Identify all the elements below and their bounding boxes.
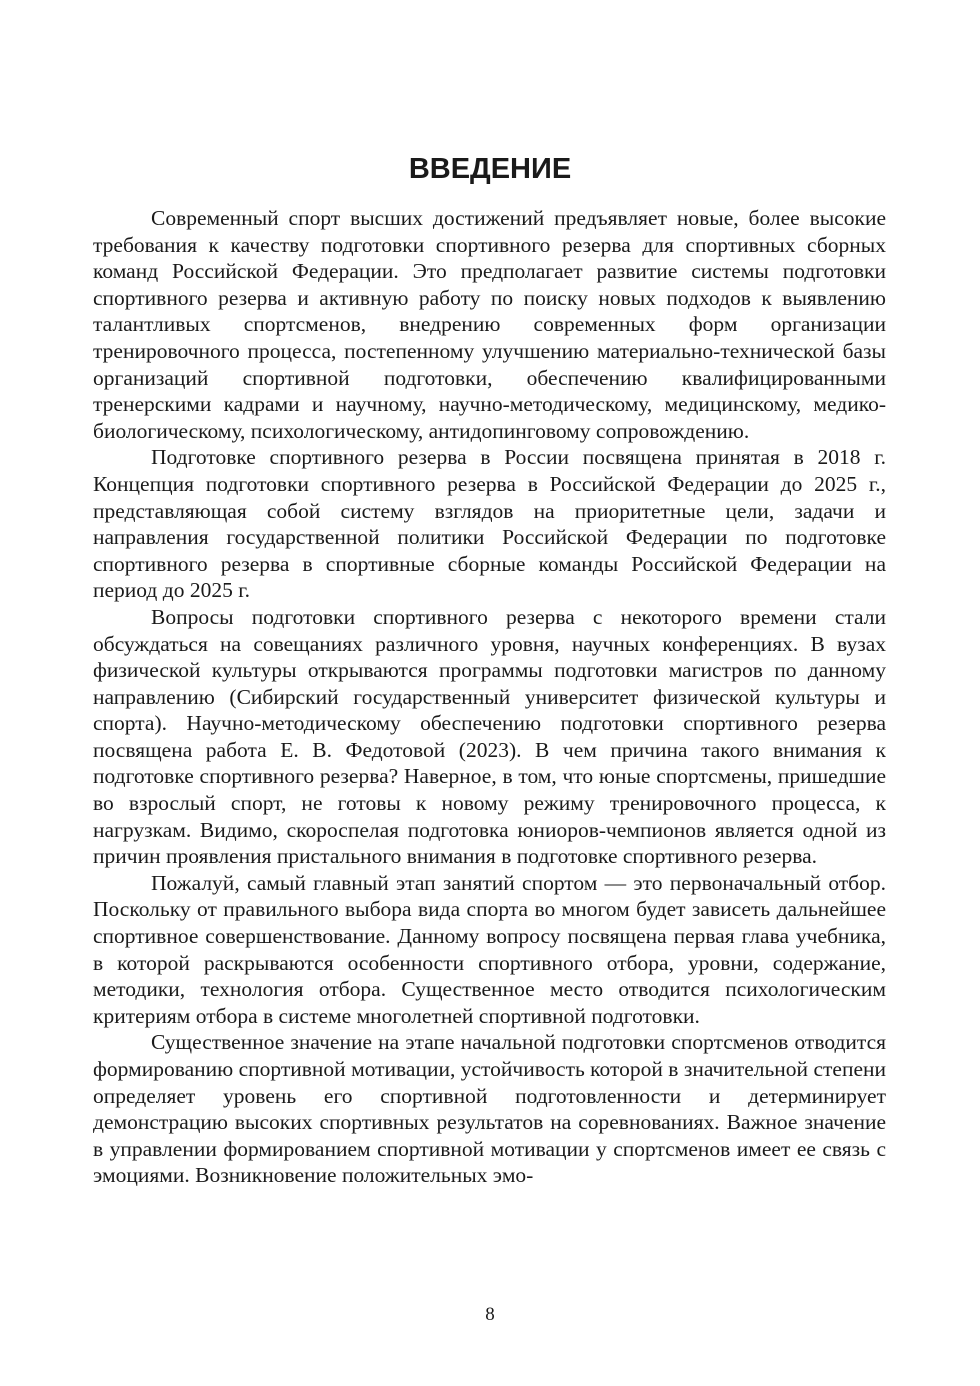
- paragraph-2: Подготовке спортивного резерва в России посвящена принятая в 2018 г. Концепция подготовки спортивного резерва в Российской Федерации до 2025 г., представляющая собой систему взглядов на приоритетные цели, задачи и направления государственной политики Российской Федерации по подготовке спортивного резерва в спортивные сборные команды Российской Федерации на период до 2025 г.: [93, 445, 886, 603]
- chapter-title: ВВЕДЕНИЕ: [408, 153, 572, 185]
- paragraph-1: Современный спорт высших достижений предъявляет новые, более высокие требования к качеству подготовки спортивного резерва для спортивных сборных команд Российской Федерации. Это предполагает развитие системы подготовки спортивного резерва и активную работу по поиску новых подходов к выявлению талантливых спортсменов, внедрению современных форм организации тренировочного процесса, постепенному улучшению материально-технической базы организаций спортивной подготовки, обеспечению квалифицированными тренерскими кадрами и научному, научно-методическому, медицинскому, медико-биологическому, психологическому, антидопинговому сопровождению.: [93, 206, 886, 443]
- page-number: 8: [485, 1304, 495, 1325]
- paragraph-3: Вопросы подготовки спортивного резерва с некоторого времени стали обсуждаться на совещаниях различного уровня, научных конференциях. В вузах физической культуры открываются программы подготовки магистров по данному направлению (Сибирский государственный университет физической культуры и спорта). Научно-методическому обеспечению подготовки спортивного резерва посвящена работа Е. В. Федотовой (2023). В чем причина такого внимания к подготовке спортивного резерва? Наверное, в том, что юные спортсмены, пришедшие во взрослый спорт, не готовы к новому режиму тренировочного процесса, к нагрузкам. Видимо, скороспелая подготовка юниоров-чемпионов является одной из причин проявления пристального внимания в подготовке спортивного резерва.: [93, 604, 886, 869]
- paragraph-5: Существенное значение на этапе начальной подготовки спортсменов отводится формированию спортивной мотивации, устойчивость которой в значительной степени определяет уровень его спортивной подготовленности и детерминирует демонстрацию высоких спортивных результатов на соревнованиях. Важное значение в управлении формированием спортивной мотивации у спортсменов имеет ее связь с эмоциями. Возникновение положительных эмо-: [93, 1030, 886, 1188]
- body-text: [93, 205, 886, 1189]
- paragraph-4: Пожалуй, самый главный этап занятий спортом — это первоначальный отбор. Поскольку от правильного выбора вида спорта во многом будет зависеть дальнейшее спортивное совершенствование. Данному вопросу посвящена первая глава учебника, в которой раскрываются особенности спортивного отбора, уровни, содержание, методики, технология отбора. Существенное место отводится психологическим критериям отбора в системе многолетней спортивной подготовки.: [93, 870, 886, 1028]
